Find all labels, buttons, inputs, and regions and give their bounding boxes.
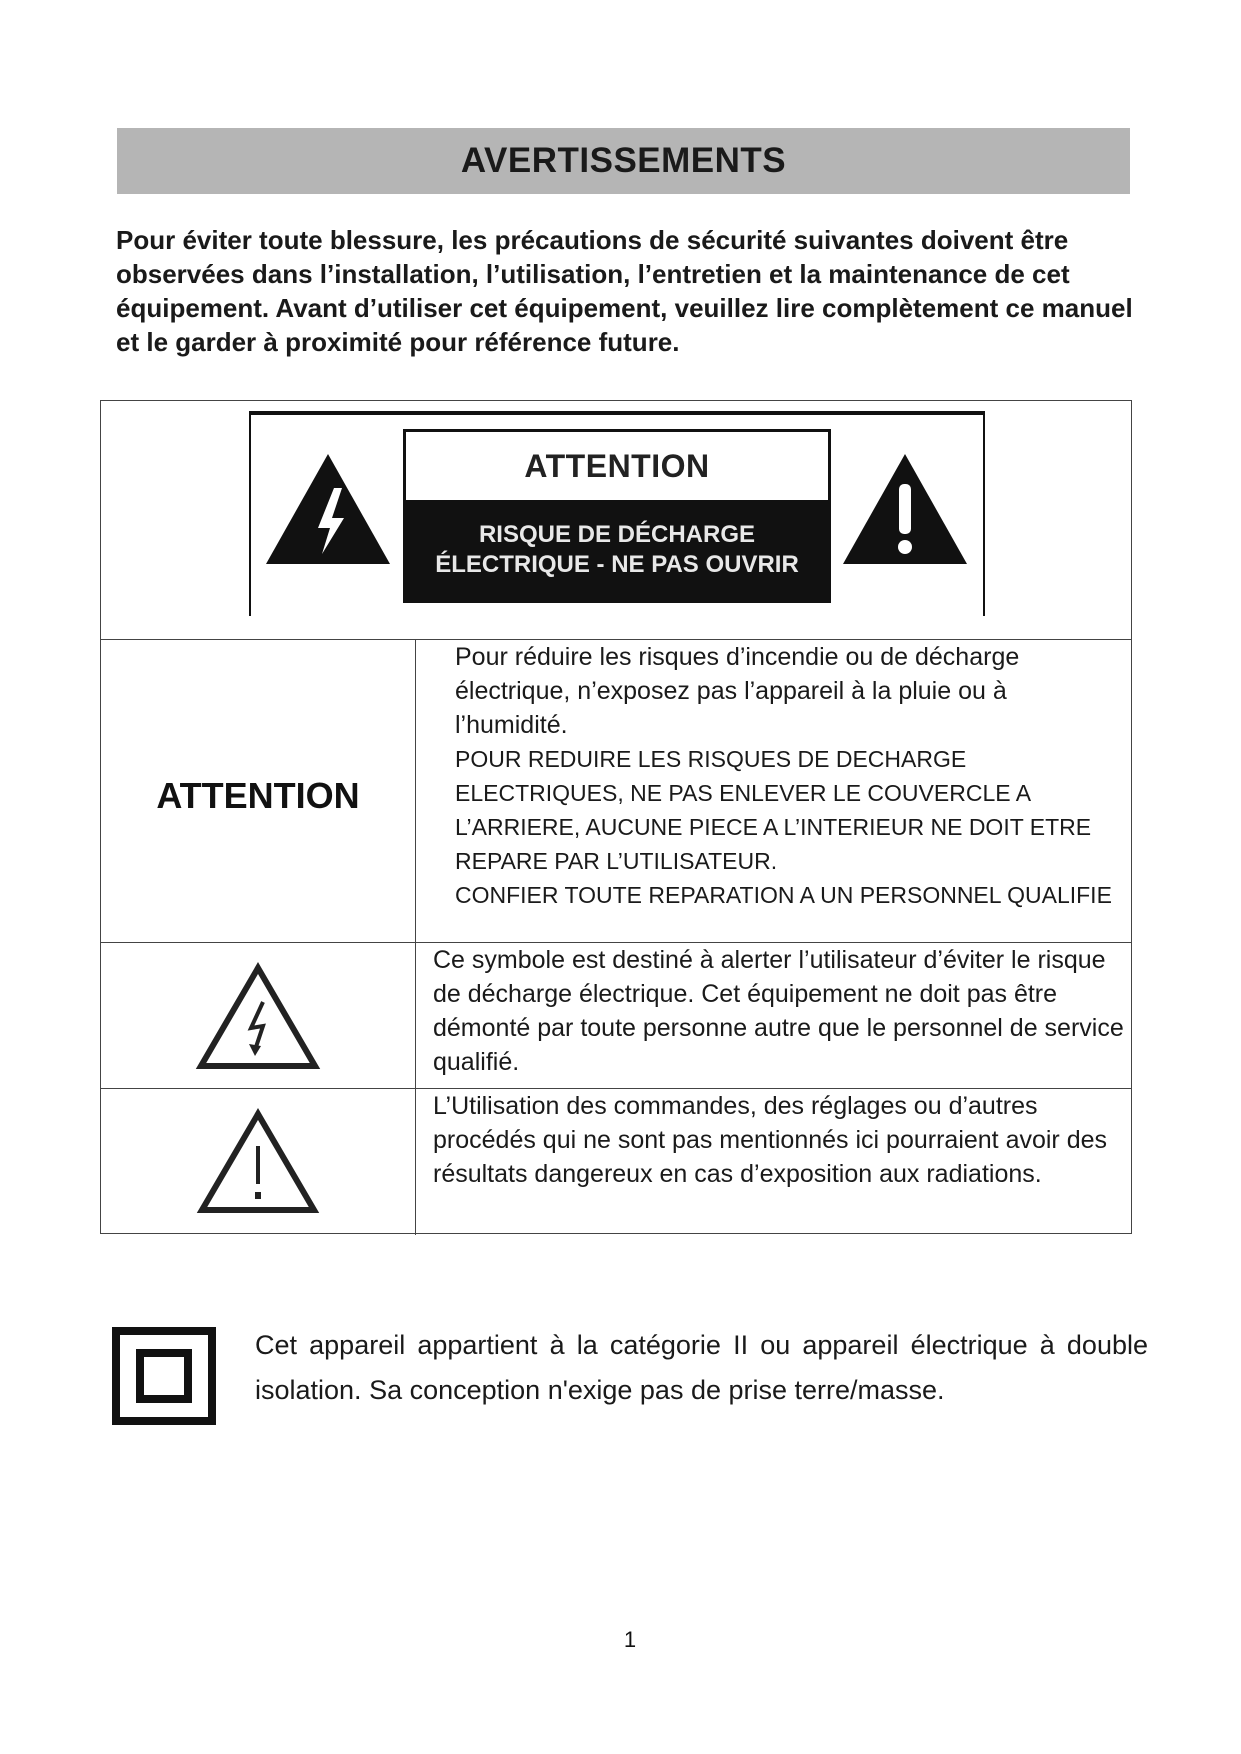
attention-label: ATTENTION <box>156 775 360 816</box>
radiation-warning-description: L’Utilisation des commandes, des réglages ou d’autres procédés qui ne sont pas mentionnés ici pourraient avoir des résultats dangereux en cas d’exposition aux radiations. <box>433 1092 1108 1188</box>
page-title: AVERTISSEMENTS <box>460 141 787 180</box>
row-label-cell <box>101 640 416 942</box>
moisture-warning-text <box>455 640 1115 742</box>
attention-label-box <box>403 429 831 603</box>
banner-subtitle <box>406 500 828 600</box>
lightning-triangle-icon <box>193 960 323 1072</box>
table-row <box>101 1089 1131 1235</box>
exclamation-triangle-icon <box>196 1108 320 1216</box>
cover-warning-paragraph: POUR REDUIRE LES RISQUES DE DECHARGE ELECTRIQUES, NE PAS ENLEVER LE COUVERCLE A L’ARRIERE, AUCUNE PIECE A L’INTERIEUR NE DOIT ETRE REPARE PAR L’UTILISATEUR. <box>455 746 1092 874</box>
exclamation-warning-icon <box>839 450 971 568</box>
banner-line-2: ÉLECTRIQUE - NE PAS OUVRIR <box>435 551 799 578</box>
warning-banner-row <box>101 401 1131 640</box>
moisture-warning-paragraph: Pour réduire les risques d’incendie ou de décharge électrique, n’exposez pas l’appareil à la pluie ou à l’humidité. <box>455 643 1020 739</box>
repair-warning-paragraph: CONFIER TOUTE REPARATION A UN PERSONNEL QUALIFIE <box>455 882 1112 908</box>
banner-line-1: RISQUE DE DÉCHARGE <box>478 521 756 548</box>
row-text-cell <box>416 943 1131 1088</box>
warning-table <box>100 400 1132 1234</box>
double-insulation-icon <box>112 1327 216 1425</box>
electric-shock-warning-icon <box>262 450 394 568</box>
table-row <box>101 943 1131 1089</box>
class-ii-notice: Cet appareil appartient à la catégorie II ou appareil électrique à double isolation. Sa conception n'exige pas de prise terre/masse. <box>255 1330 1148 1405</box>
row-text-cell <box>416 1089 1131 1235</box>
cover-warning-text <box>455 742 1115 912</box>
shock-symbol-description: Ce symbole est destiné à alerter l’utilisateur d’éviter le risque de décharge électrique. Cet équipement ne doit pas être démonté par toute personne autre que le personnel de service qualifié. <box>433 946 1124 1076</box>
section-header-bar <box>117 128 1130 194</box>
table-row <box>101 640 1131 943</box>
row-icon-cell <box>101 943 416 1088</box>
banner-title: ATTENTION <box>406 432 828 500</box>
intro-paragraph: Pour éviter toute blessure, les précautions de sécurité suivantes doivent être observées dans l’installation, l’utilisation, l’entretien et la maintenance de cet équipement. Avant d’utiliser cet équipement, veuillez lire complètement ce manuel et le garder à proximité pour référence future. <box>116 225 1133 357</box>
row-text-cell <box>416 640 1131 942</box>
row-icon-cell <box>101 1089 416 1235</box>
page-number: 1 <box>623 1627 637 1652</box>
